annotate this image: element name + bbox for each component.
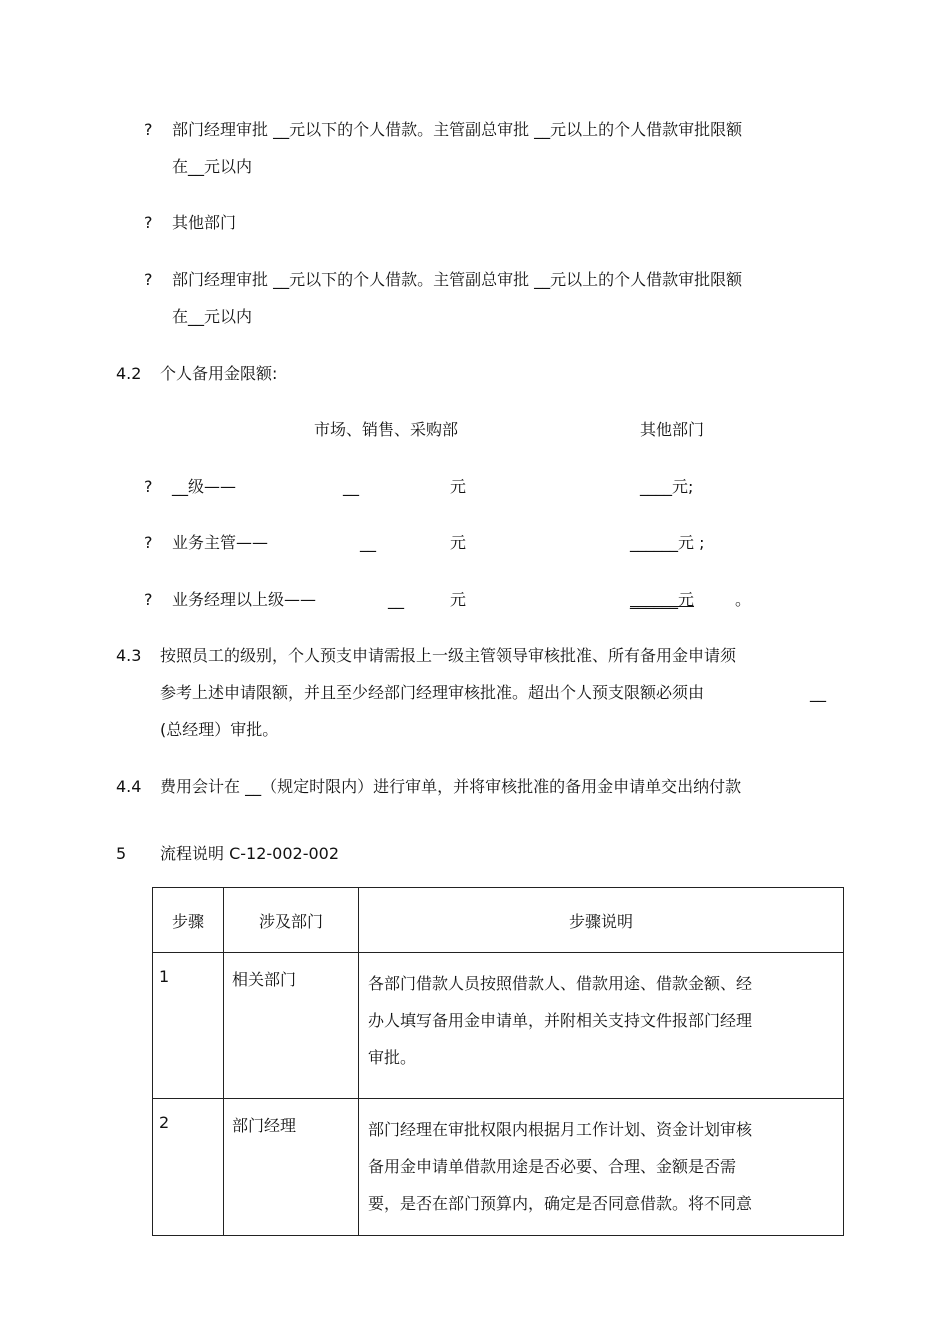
approval-line-2b: 在__元以内	[172, 307, 253, 326]
limit-row-tail: 。	[735, 590, 752, 609]
step-desc	[359, 1099, 844, 1236]
other-dept-heading: 其他部门	[172, 213, 237, 232]
step-number: 2	[153, 1099, 224, 1236]
step-number: 1	[153, 953, 224, 1099]
step-desc-line: 部门经理在审批权限内根据月工作计划、资金计划审核	[368, 1120, 753, 1139]
section-number-4-4: 4.4	[116, 777, 142, 796]
column-header-market: 市场、销售、采购部	[314, 420, 459, 439]
section-4-4-text: 费用会计在 __（规定时限内）进行审单，并将审核批准的备用金申请单交出纳付款	[160, 777, 742, 796]
bullet-marker: ?	[144, 477, 153, 496]
bullet-marker: ?	[144, 213, 153, 232]
limit-row-label: __级——	[172, 477, 237, 496]
limit-row-unit: 元	[450, 477, 467, 496]
limit-row-unit: 元	[450, 590, 467, 609]
section-4-3-line-2: 参考上述申请限额，并且至少经部门经理审核批准。超出个人预支限额必须由	[160, 683, 705, 702]
section-5-title: 流程说明 C-12-002-002	[160, 844, 340, 863]
step-desc	[359, 953, 844, 1099]
header-desc: 步骤说明	[359, 888, 844, 953]
section-4-3-line-3: (总经理）审批。	[160, 720, 279, 739]
section-4-3-line-1: 按照员工的级别，个人预支申请需报上一级主管领导审核批准、所有备用金申请须	[160, 646, 737, 665]
approval-line-1a: 部门经理审批 __元以下的个人借款。主管副总审批 __元以上的个人借款审批限额	[172, 120, 743, 139]
limit-row-label: 业务经理以上级——	[172, 590, 317, 609]
limit-row-other: ______元	[630, 590, 695, 609]
header-dept: 涉及部门	[224, 888, 359, 953]
column-header-other: 其他部门	[640, 420, 705, 439]
table-row	[153, 1099, 844, 1236]
header-step: 步骤	[153, 888, 224, 953]
section-title-4-2: 个人备用金限额:	[160, 364, 278, 383]
bullet-marker: ?	[144, 120, 153, 139]
limit-row-other: ______元 ;	[630, 533, 705, 552]
step-dept: 部门经理	[224, 1099, 359, 1236]
limit-row-blank: __	[388, 590, 404, 609]
limit-row-label: 业务主管——	[172, 533, 269, 552]
limit-row-unit: 元	[450, 533, 467, 552]
step-desc-line: 各部门借款人员按照借款人、借款用途、借款金额、经	[368, 974, 753, 993]
table-header-row	[153, 888, 844, 953]
approval-line-1b: 在__元以内	[172, 157, 253, 176]
approval-line-2a: 部门经理审批 __元以下的个人借款。主管副总审批 __元以上的个人借款审批限额	[172, 270, 743, 289]
limit-row-other: ____元;	[640, 477, 694, 496]
table-row	[153, 953, 844, 1099]
bullet-marker: ?	[144, 270, 153, 289]
section-number-4-2: 4.2	[116, 364, 142, 383]
step-dept: 相关部门	[224, 953, 359, 1099]
step-desc-line: 要，是否在部门预算内，确定是否同意借款。将不同意	[368, 1194, 753, 1213]
bullet-marker: ?	[144, 533, 153, 552]
section-number-5: 5	[116, 844, 127, 863]
step-desc-line: 办人填写备用金申请单，并附相关支持文件报部门经理	[368, 1011, 753, 1030]
section-4-3-blank: __	[810, 683, 826, 702]
bullet-marker: ?	[144, 590, 153, 609]
step-desc-line: 备用金申请单借款用途是否必要、合理、金额是否需	[368, 1157, 737, 1176]
step-desc-line: 审批。	[368, 1048, 417, 1067]
process-table	[152, 887, 844, 1236]
limit-row-blank: __	[343, 477, 359, 496]
section-number-4-3: 4.3	[116, 646, 142, 665]
limit-row-blank: __	[360, 533, 376, 552]
